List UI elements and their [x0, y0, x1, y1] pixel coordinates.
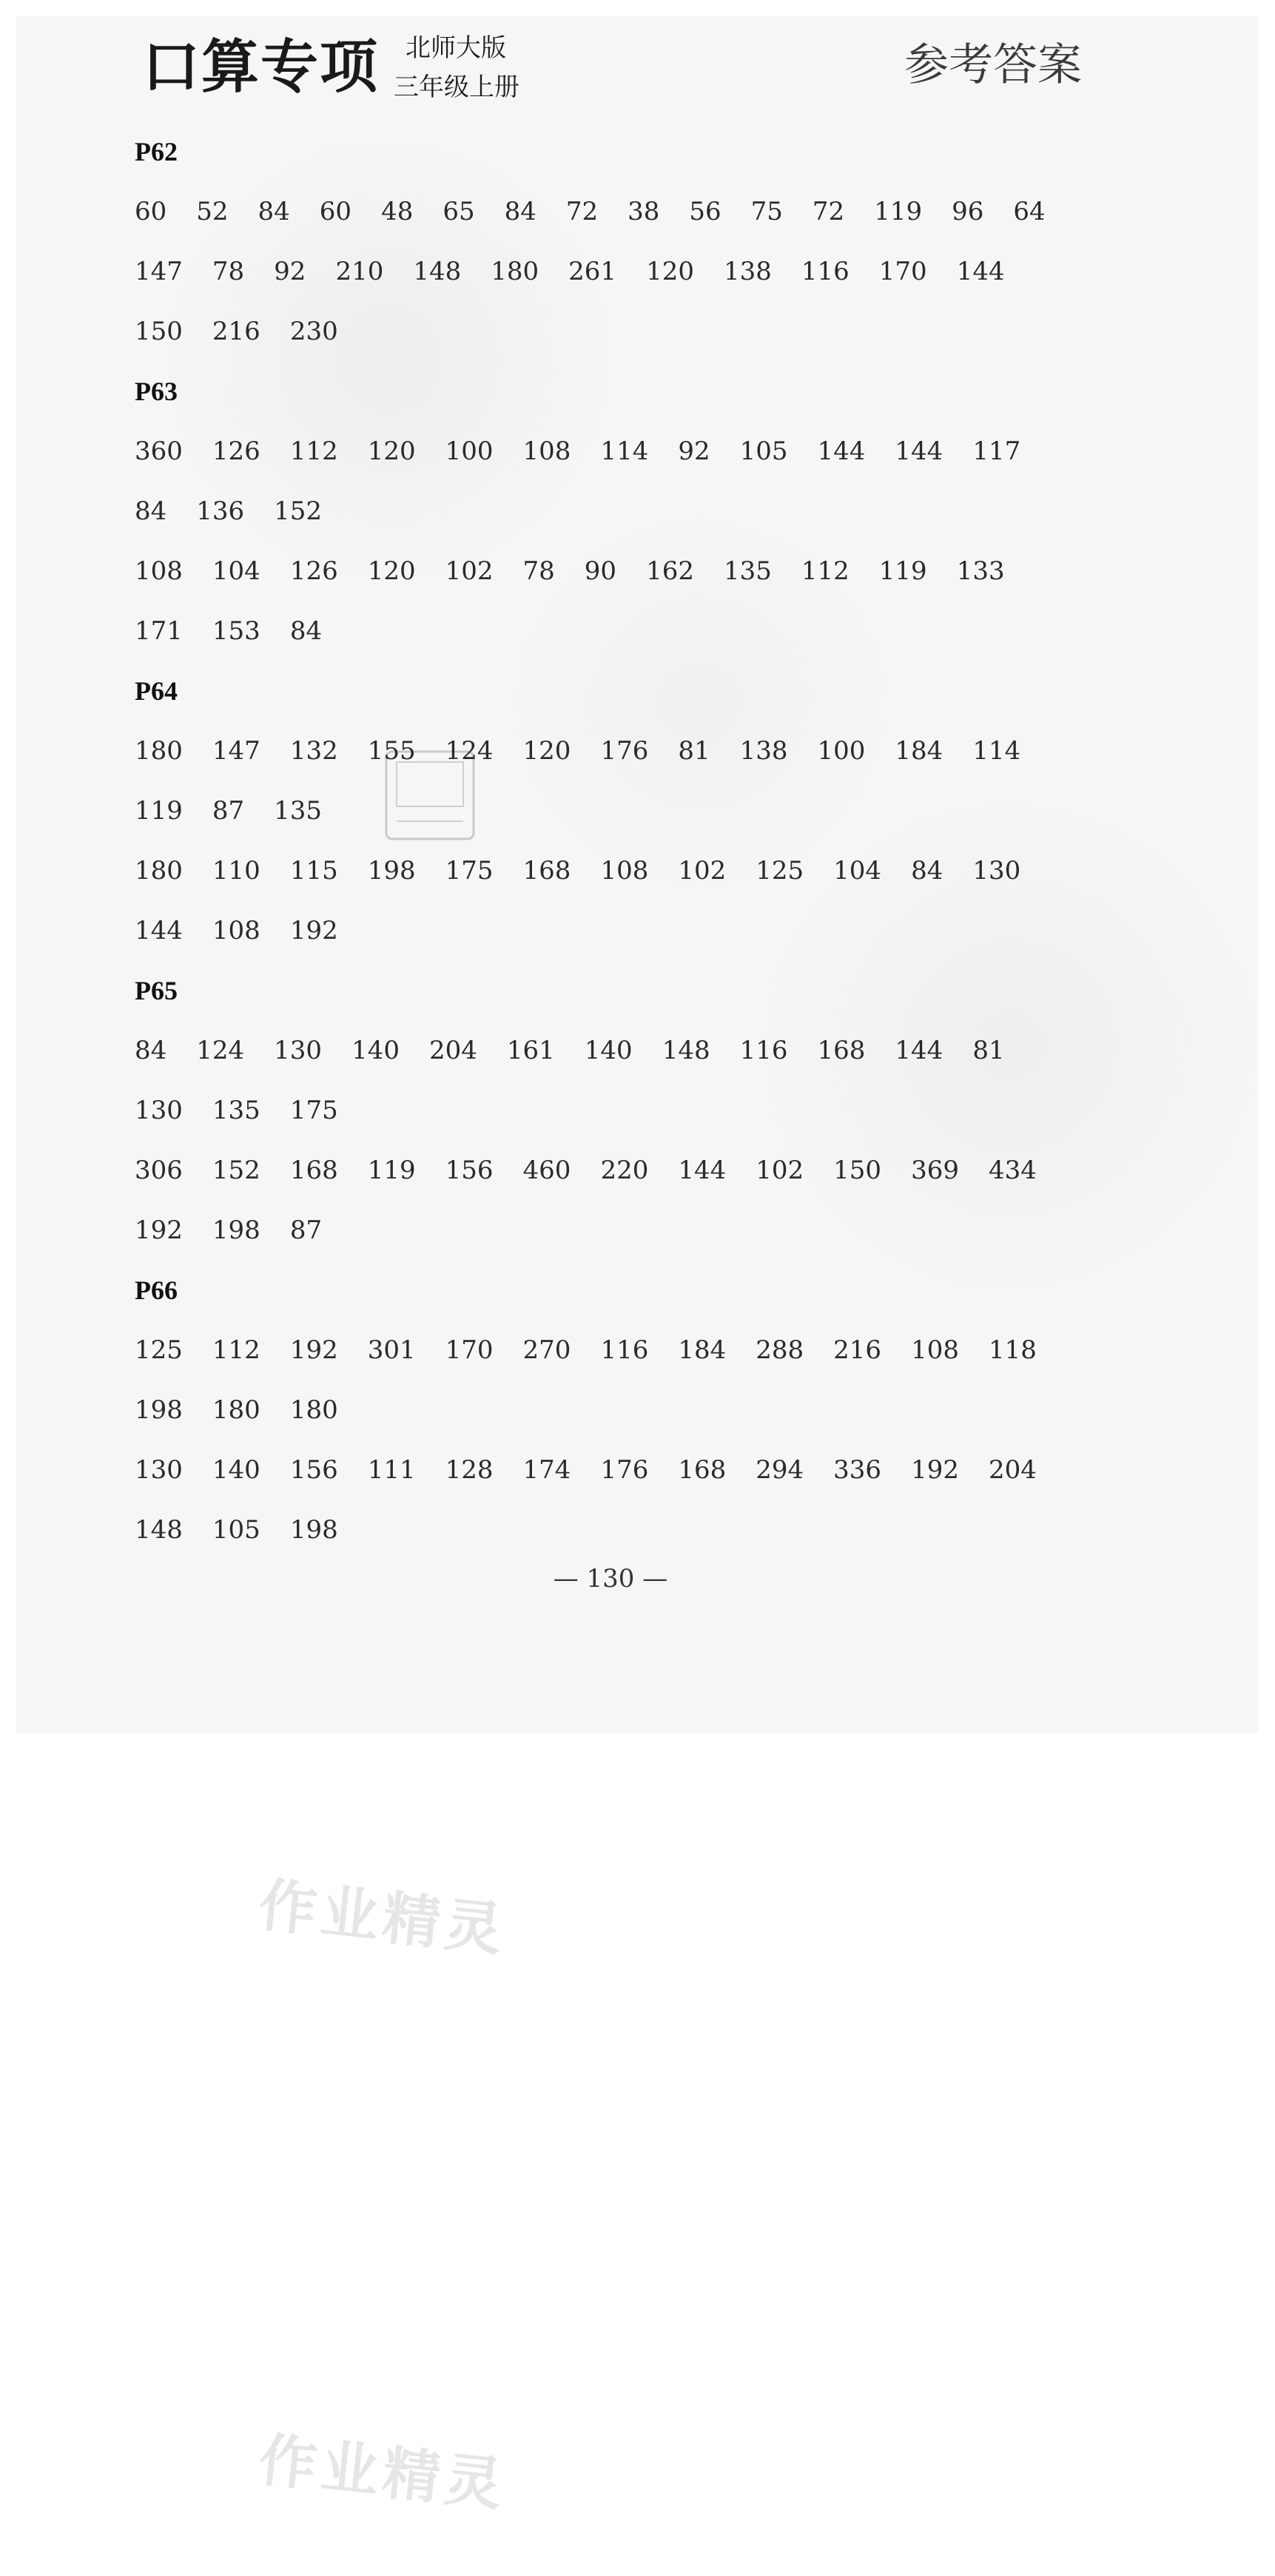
answer-value: 138 — [739, 736, 788, 766]
answer-value: 135 — [274, 796, 323, 826]
answer-value: 204 — [428, 1036, 477, 1065]
answer-value: 306 — [135, 1156, 183, 1185]
answer-value: 125 — [135, 1335, 183, 1365]
answer-value: 110 — [212, 856, 260, 886]
answer-value: 147 — [212, 736, 260, 766]
answer-value: 102 — [445, 556, 494, 586]
answer-value: 119 — [878, 556, 927, 586]
answer-value: 100 — [445, 436, 494, 466]
answer-value: 140 — [212, 1455, 260, 1485]
answer-value: 156 — [445, 1156, 494, 1185]
answer-value: 56 — [689, 197, 721, 226]
answer-value: 144 — [135, 916, 183, 945]
answer-value: 120 — [522, 736, 571, 766]
answer-value: 170 — [878, 257, 927, 286]
answer-value: 52 — [196, 197, 229, 226]
answer-line — [135, 1332, 1141, 1392]
answer-value: 105 — [739, 436, 788, 466]
answer-value: 104 — [212, 556, 260, 586]
answer-value: 130 — [274, 1036, 323, 1065]
answer-line — [135, 732, 1141, 792]
answer-value: 153 — [212, 616, 260, 646]
answer-value: 220 — [600, 1156, 649, 1185]
answer-value: 144 — [895, 1036, 943, 1065]
answer-value: 369 — [911, 1156, 959, 1185]
answer-value: 78 — [212, 257, 245, 286]
answer-value: 124 — [445, 736, 494, 766]
answer-value: 176 — [600, 736, 649, 766]
answer-value: 170 — [445, 1335, 494, 1365]
answer-line — [135, 493, 1141, 553]
answer-value: 112 — [801, 556, 850, 586]
answer-value: 120 — [367, 436, 416, 466]
answer-line — [135, 1152, 1141, 1212]
section-title: P65 — [135, 976, 178, 1005]
answer-value: 119 — [367, 1156, 416, 1185]
answer-value: 119 — [874, 197, 923, 226]
answer-value: 114 — [600, 436, 649, 466]
answer-value: 434 — [988, 1156, 1037, 1185]
answer-line — [135, 852, 1141, 912]
answer-value: 117 — [972, 436, 1021, 466]
answer-value: 130 — [972, 856, 1021, 886]
answer-value: 150 — [833, 1156, 882, 1185]
answer-line — [135, 1392, 1141, 1451]
answer-value: 120 — [646, 257, 694, 286]
answer-value: 108 — [212, 916, 260, 945]
answer-value: 130 — [135, 1455, 183, 1485]
answer-value: 111 — [367, 1455, 416, 1485]
answer-value: 294 — [756, 1455, 804, 1485]
answer-value: 184 — [895, 736, 943, 766]
section-title: P66 — [135, 1275, 178, 1305]
answer-value: 87 — [289, 1215, 323, 1245]
answer-value: 120 — [367, 556, 416, 586]
answer-value: 216 — [212, 317, 260, 346]
answer-value: 174 — [522, 1455, 571, 1485]
answer-line — [135, 313, 1141, 373]
watermark-text: 作业精灵 — [255, 2427, 511, 2520]
answer-value: 144 — [956, 257, 1005, 286]
answer-value: 96 — [952, 197, 984, 226]
answer-line — [135, 1451, 1141, 1511]
answer-value: 132 — [289, 736, 338, 766]
answer-value: 180 — [289, 1395, 338, 1425]
answer-value: 112 — [212, 1335, 260, 1365]
answer-value: 124 — [196, 1036, 245, 1065]
grade-label: 三年级上册 — [394, 73, 519, 102]
answer-value: 198 — [212, 1215, 260, 1245]
answer-value: 108 — [522, 436, 571, 466]
answer-value: 60 — [319, 197, 352, 226]
answer-value: 84 — [289, 616, 323, 646]
section-title: P63 — [135, 377, 178, 406]
answer-key-title: 参考答案 — [904, 39, 1082, 91]
answer-value: 135 — [212, 1096, 260, 1125]
answer-value: 198 — [367, 856, 416, 886]
answer-value: 144 — [817, 436, 866, 466]
answer-value: 102 — [756, 1156, 804, 1185]
answer-value: 360 — [135, 436, 183, 466]
answer-value: 204 — [988, 1455, 1037, 1485]
answer-value: 84 — [258, 197, 290, 226]
answer-value: 148 — [662, 1036, 710, 1065]
answer-value: 128 — [445, 1455, 494, 1485]
page-number: — 130 — — [553, 1564, 668, 1594]
answer-value: 108 — [135, 556, 183, 586]
answer-value: 152 — [274, 496, 323, 526]
answer-value: 65 — [443, 197, 475, 226]
answer-value: 175 — [289, 1096, 338, 1125]
answer-value: 150 — [135, 317, 183, 346]
answer-value: 192 — [289, 916, 338, 945]
answer-value: 115 — [289, 856, 338, 886]
answer-value: 184 — [678, 1335, 727, 1365]
answer-line — [135, 253, 1141, 313]
answer-value: 78 — [522, 556, 555, 586]
answer-value: 161 — [506, 1036, 555, 1065]
section-title: P62 — [135, 137, 178, 166]
section-title: P64 — [135, 676, 178, 706]
answer-value: 152 — [212, 1156, 260, 1185]
answer-value: 116 — [739, 1036, 788, 1065]
edition-label: 北师大版 — [406, 33, 506, 63]
answer-line — [135, 553, 1141, 613]
answer-value: 147 — [135, 257, 183, 286]
answer-value: 126 — [289, 556, 338, 586]
answer-value: 198 — [289, 1515, 338, 1545]
answer-value: 116 — [801, 257, 850, 286]
answer-value: 104 — [833, 856, 882, 886]
answer-content — [135, 133, 1141, 1571]
answer-value: 192 — [911, 1455, 959, 1485]
answer-value: 119 — [135, 796, 183, 826]
answer-value: 270 — [522, 1335, 571, 1365]
answer-value: 460 — [522, 1156, 571, 1185]
answer-line — [135, 912, 1141, 972]
answer-line — [135, 1092, 1141, 1152]
book-brand: 口算专项 — [142, 34, 380, 101]
answer-value: 144 — [678, 1156, 727, 1185]
answer-value: 168 — [522, 856, 571, 886]
answer-value: 162 — [646, 556, 694, 586]
answer-value: 198 — [135, 1395, 183, 1425]
answer-line — [135, 1032, 1141, 1092]
answer-value: 176 — [600, 1455, 649, 1485]
answer-value: 87 — [212, 796, 245, 826]
answer-value: 130 — [135, 1096, 183, 1125]
answer-value: 140 — [351, 1036, 400, 1065]
answer-value: 148 — [413, 257, 462, 286]
answer-value: 72 — [565, 197, 599, 226]
answer-value: 48 — [381, 197, 414, 226]
answer-value: 92 — [678, 436, 710, 466]
answer-value: 180 — [491, 257, 539, 286]
answer-value: 288 — [756, 1335, 804, 1365]
answer-value: 175 — [445, 856, 494, 886]
answer-value: 108 — [600, 856, 649, 886]
answer-value: 105 — [212, 1515, 260, 1545]
answer-value: 64 — [1013, 197, 1046, 226]
answer-value: 136 — [196, 496, 245, 526]
answer-line — [135, 193, 1141, 253]
answer-value: 336 — [833, 1455, 882, 1485]
answer-value: 90 — [584, 556, 617, 586]
answer-line — [135, 433, 1141, 493]
answer-value: 140 — [584, 1036, 633, 1065]
answer-value: 261 — [568, 257, 617, 286]
answer-value: 72 — [812, 197, 845, 226]
answer-value: 102 — [678, 856, 727, 886]
answer-value: 84 — [135, 1036, 167, 1065]
answer-value: 216 — [833, 1335, 882, 1365]
answer-value: 168 — [289, 1156, 338, 1185]
answer-value: 180 — [135, 856, 183, 886]
answer-value: 192 — [289, 1335, 338, 1365]
answer-value: 180 — [212, 1395, 260, 1425]
answer-value: 116 — [600, 1335, 649, 1365]
answer-value: 148 — [135, 1515, 183, 1545]
answer-value: 168 — [817, 1036, 866, 1065]
answer-value: 114 — [972, 736, 1021, 766]
answer-value: 126 — [212, 436, 260, 466]
answer-value: 38 — [628, 197, 660, 226]
answer-value: 84 — [135, 496, 167, 526]
answer-value: 192 — [135, 1215, 183, 1245]
answer-value: 301 — [367, 1335, 416, 1365]
answer-value: 118 — [988, 1335, 1037, 1365]
answer-value: 156 — [289, 1455, 338, 1485]
answer-value: 125 — [756, 856, 804, 886]
answer-line — [135, 1511, 1141, 1571]
answer-value: 168 — [678, 1455, 727, 1485]
answer-line — [135, 792, 1141, 852]
answer-value: 144 — [895, 436, 943, 466]
answer-value: 60 — [135, 197, 167, 226]
answer-value: 81 — [678, 736, 710, 766]
answer-value: 92 — [274, 257, 306, 286]
answer-value: 180 — [135, 736, 183, 766]
answer-value: 210 — [335, 257, 384, 286]
answer-value: 75 — [750, 197, 783, 226]
answer-value: 155 — [367, 736, 416, 766]
watermark-text: 作业精灵 — [255, 1872, 511, 1965]
answer-line — [135, 613, 1141, 672]
answer-value: 81 — [972, 1036, 1005, 1065]
answer-value: 84 — [504, 197, 536, 226]
answer-value: 230 — [289, 317, 338, 346]
answer-value: 112 — [289, 436, 338, 466]
answer-value: 138 — [723, 257, 772, 286]
answer-value: 84 — [911, 856, 943, 886]
answer-value: 133 — [956, 556, 1005, 586]
answer-value: 100 — [817, 736, 866, 766]
answer-line — [135, 1212, 1141, 1272]
answer-value: 171 — [135, 616, 183, 646]
answer-value: 135 — [723, 556, 772, 586]
answer-value: 108 — [911, 1335, 959, 1365]
